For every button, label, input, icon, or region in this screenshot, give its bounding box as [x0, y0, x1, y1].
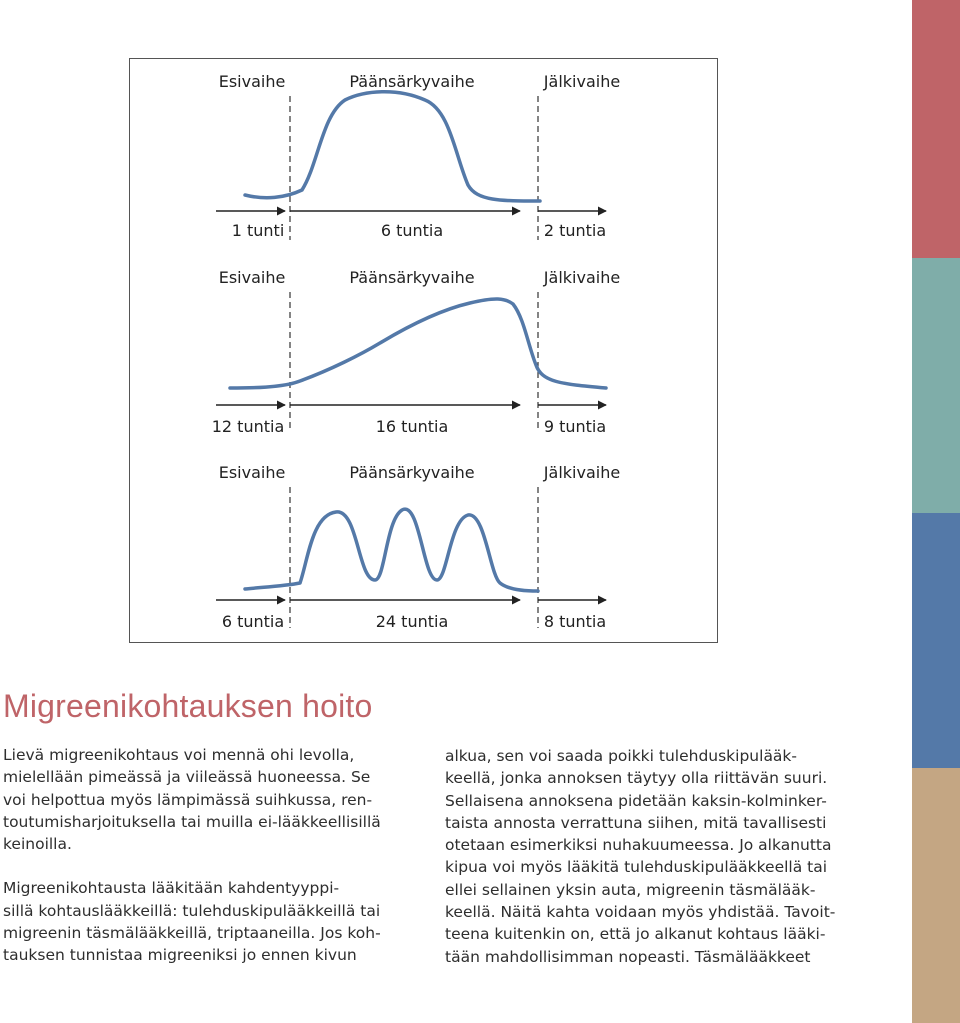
panel-3-phase-2-label: Päänsärkyvaihe [349, 463, 475, 482]
left-text-line: voi helpottua myös lämpimässä suihkussa, ren- [3, 790, 373, 809]
left-text-line: keinoilla. [3, 835, 72, 854]
panel-3-duration-2: 24 tuntia [375, 612, 449, 631]
panel-1-phase-2-label: Päänsärkyvaihe [349, 72, 475, 91]
panel-3-phase-1-label: Esivaihe [218, 463, 286, 482]
panel-2-duration-2: 16 tuntia [375, 417, 449, 436]
right-text-column [445, 745, 835, 968]
phase-panel-1 [216, 72, 620, 240]
phase-panel-3 [216, 463, 620, 631]
right-text-line: kipua voi myös lääkitä tulehduskipulääkkeellä tai [445, 858, 828, 877]
panel-2-duration-1: 12 tuntia [211, 417, 285, 436]
right-text-line: taista annosta verrattuna siihen, mitä tavallisesti [445, 813, 827, 832]
panel-2-duration-3: 9 tuntia [543, 417, 607, 436]
panel-1-duration-2: 6 tuntia [380, 221, 444, 240]
right-text-line: teena kuitenkin on, että jo alkanut kohtaus lääki- [445, 925, 826, 944]
left-text-line: mielellään pimeässä ja viileässä huoneessa. Se [3, 768, 371, 787]
left-text-column [3, 744, 381, 967]
right-text-line: keellä, jonka annoksen täytyy olla riittävän suuri. [445, 769, 828, 788]
right-text-line: keellä. Näitä kahta voidaan myös yhdistää. Tavoit- [445, 903, 836, 922]
left-text-line: sillä kohtauslääkkeillä: tulehduskipulääkkeillä tai [3, 901, 381, 920]
right-text-line: otetaan esimerkiksi nuhakuumeessa. Jo alkanutta [445, 836, 832, 855]
right-text-line: tään mahdollisimman nopeasti. Täsmälääkkeet [445, 947, 811, 966]
panel-2-phase-3-label: Jälkivaihe [543, 268, 621, 287]
left-text-line: Lievä migreenikohtaus voi mennä ohi levolla, [3, 746, 355, 764]
left-text-line: migreenin täsmälääkkeillä, triptaaneilla. Jos koh- [3, 924, 381, 943]
panel-1-duration-3: 2 tuntia [543, 221, 607, 240]
panel-1-duration-1: 1 tunti [231, 221, 285, 240]
right-text-line: alkua, sen voi saada poikki tulehduskipulääk- [445, 747, 798, 765]
section-title: Migreenikohtauksen hoito [3, 688, 373, 724]
left-text-line: tauksen tunnistaa migreeniksi jo ennen kivun [3, 946, 357, 965]
panel-3-duration-3: 8 tuntia [543, 612, 607, 631]
panel-1-phase-1-label: Esivaihe [218, 72, 286, 91]
right-text-line: Sellaisena annoksena pidetään kaksin-kolminker- [445, 791, 827, 810]
phase-panel-2 [212, 268, 620, 436]
left-text-line: toutumisharjoituksella tai muilla ei-lääkkeellisillä [3, 812, 381, 831]
panel-2-pain-curve [230, 299, 606, 388]
panel-2-phase-2-label: Päänsärkyvaihe [349, 268, 475, 287]
left-text-line: Migreenikohtausta lääkitään kahdentyyppi- [3, 879, 340, 898]
paragraph-gap [3, 855, 381, 877]
panel-3-phase-3-label: Jälkivaihe [543, 463, 621, 482]
panel-1-phase-3-label: Jälkivaihe [543, 72, 621, 91]
panel-3-duration-1: 6 tuntia [221, 612, 285, 631]
panel-3-pain-curve [245, 509, 538, 591]
panel-1-pain-curve [245, 92, 540, 201]
sidebar-stripe-tan [912, 768, 960, 1023]
panel-2-phase-1-label: Esivaihe [218, 268, 286, 287]
right-text-line: ellei sellainen yksin auta, migreenin täsmälääk- [445, 880, 816, 899]
